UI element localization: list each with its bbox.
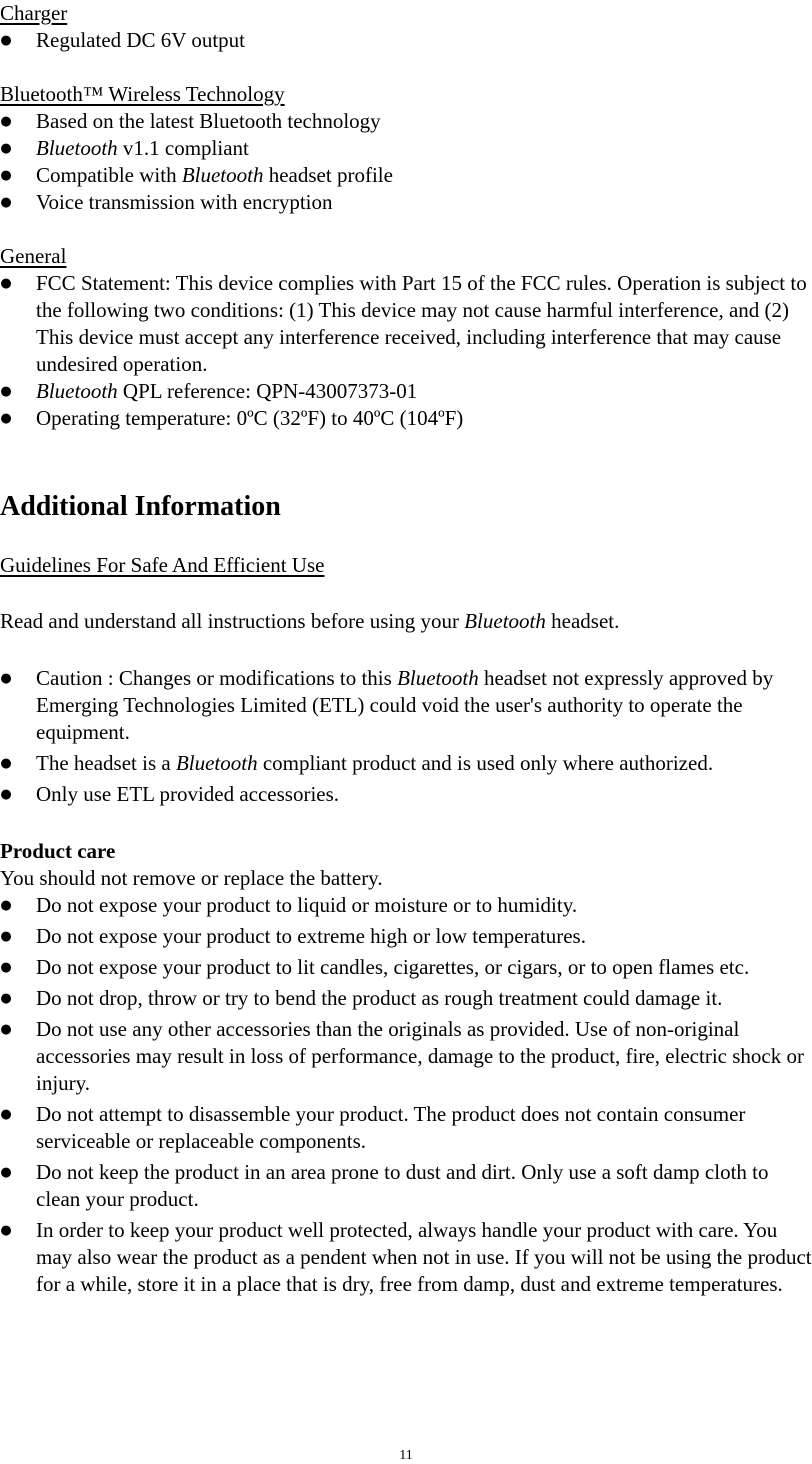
list-item: ● Do not expose your product to extreme high or low temperatures.: [0, 924, 586, 948]
bullet-icon: ●: [0, 411, 12, 426]
list-item: ● Do not use any other accessories than the originals as provided. Use of non-original accessories may result in loss of performance, damage to the product, fire, electric shock or injury.: [0, 1017, 804, 1095]
bullet-icon: ●: [0, 756, 12, 771]
bullet-icon: ●: [0, 929, 12, 944]
bullet-icon: ●: [0, 671, 12, 686]
list-item: ● Bluetooth v1.1 compliant: [0, 136, 249, 160]
instructions-paragraph: Read and understand all instructions before using your Bluetooth headset.: [0, 609, 620, 633]
bullet-icon: ●: [0, 141, 12, 156]
bluetooth-list: [0, 108, 812, 216]
charger-heading: Charger: [0, 1, 68, 25]
bullet-icon: ●: [0, 960, 12, 975]
list-item: ● Based on the latest Bluetooth technology: [0, 109, 381, 133]
bluetooth-heading: Bluetooth™ Wireless Technology: [0, 82, 285, 106]
page-number: 11: [399, 1448, 413, 1463]
list-item: ● In order to keep your product well protected, always handle your product with care. You may also wear the product as a pendent when not in use. If you will not be using the product for a while, store it in a place that is dry, free from damp, dust and extreme temperatures.: [0, 1218, 812, 1296]
list-item: ● FCC Statement: This device complies with Part 15 of the FCC rules. Operation is subject to the following two conditions: (1) This device may not cause harmful interference, and (2) This device must accept any interference received, including interference that may cause undesired operation.: [0, 271, 807, 376]
list-item: ● Compatible with Bluetooth headset profile: [0, 163, 393, 187]
list-item: ● Do not expose your product to liquid or moisture or to humidity.: [0, 893, 578, 917]
guidelines-heading: Guidelines For Safe And Efficient Use: [0, 553, 325, 577]
bullet-icon: ●: [0, 114, 12, 129]
list-item: ● Do not attempt to disassemble your product. The product does not contain consumer serviceable or replaceable components.: [0, 1102, 746, 1153]
bullet-icon: ●: [0, 787, 12, 802]
bullet-icon: ●: [0, 33, 12, 48]
additional-information-title: Additional Information: [0, 491, 281, 522]
product-care-intro: You should not remove or replace the battery.: [0, 866, 383, 890]
bullet-icon: ●: [0, 1107, 12, 1122]
bullet-icon: ●: [0, 1022, 12, 1037]
bullet-icon: ●: [0, 1223, 12, 1238]
list-item: ● Do not keep the product in an area prone to dust and dirt. Only use a soft damp cloth to clean your product.: [0, 1160, 769, 1211]
bullet-icon: ●: [0, 195, 12, 210]
general-heading: General: [0, 244, 67, 268]
bullet-icon: ●: [0, 276, 12, 291]
list-item: ● Do not drop, throw or try to bend the product as rough treatment could damage it.: [0, 986, 723, 1010]
list-item: ● Voice transmission with encryption: [0, 190, 333, 214]
bullet-icon: ●: [0, 168, 12, 183]
list-item: ● Do not expose your product to lit candles, cigarettes, or cigars, or to open flames etc.: [0, 955, 750, 979]
list-item: ● Caution : Changes or modifications to this Bluetooth headset not expressly approved by Emerging Technologies Limited (ETL) could void the user's authority to operate the equipment.: [0, 666, 774, 744]
bullet-icon: ●: [0, 898, 12, 913]
product-care-heading: Product care: [0, 839, 116, 863]
list-item: ● Regulated DC 6V output: [0, 28, 246, 52]
bullet-icon: ●: [0, 1165, 12, 1180]
bullet-icon: ●: [0, 991, 12, 1006]
guidelines-list: [0, 665, 812, 808]
product-care-list: [0, 892, 812, 1298]
charger-list: [0, 27, 812, 54]
list-item: ● Bluetooth QPL reference: QPN-43007373-01: [0, 379, 418, 403]
list-item: ● Operating temperature: 0ºC (32ºF) to 40ºC (104ºF): [0, 406, 464, 430]
list-item: ● The headset is a Bluetooth compliant product and is used only where authorized.: [0, 751, 714, 775]
bullet-icon: ●: [0, 384, 12, 399]
list-item: ● Only use ETL provided accessories.: [0, 782, 340, 806]
general-list: [0, 270, 812, 432]
